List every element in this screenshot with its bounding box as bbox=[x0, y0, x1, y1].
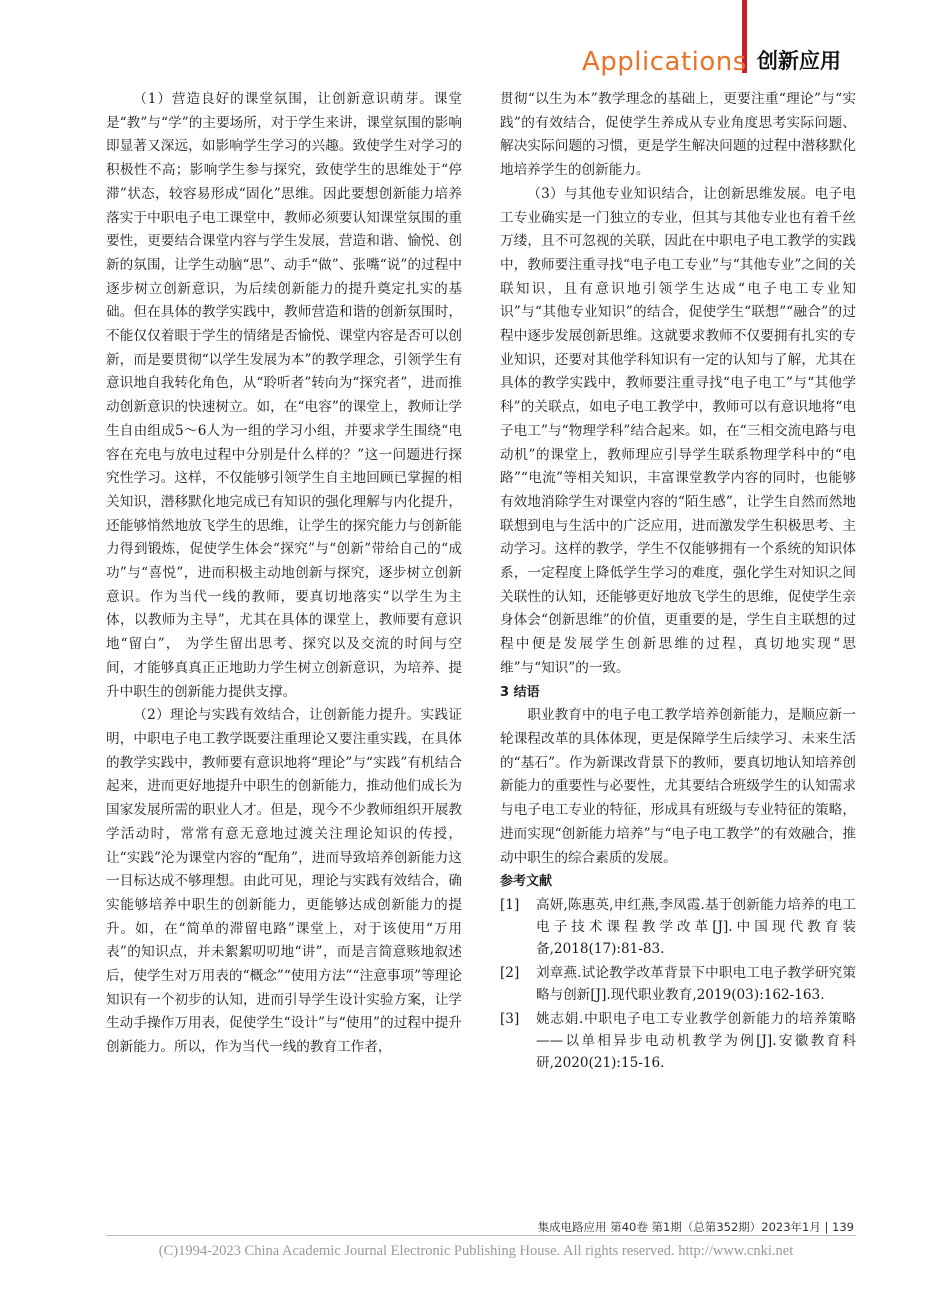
reference-text: 姚志娟.中职电子电工专业教学创新能力的培养策略——以单相异步电动机教学为例[J].安徽教育科研,2020(21):15-16. bbox=[536, 1010, 856, 1071]
section-label-en: Applications bbox=[582, 47, 747, 77]
reference-number: [1] bbox=[500, 896, 520, 913]
reference-number: [2] bbox=[500, 964, 520, 981]
section-label-cn: 创新应用 bbox=[757, 49, 841, 73]
paragraph-other-disciplines: （3）与其他专业知识结合，让创新思维发展。电子电工专业确实是一门独立的专业，但其与其他专业也有着千丝万缕，且不可忽视的关联，因此在中职电子电工教学的实践中，教师要注重寻找“电子电工专业”与“其他专业”之间的关联知识，且有意识地引领学生达成“电子电工专业知识”与“其他专业知识”的结合，促使学生“联想”“融合”的过程中逐步发展创新思维。这就要求教师不仅要拥有扎实的专业知识，还要对其他学科知识有一定的认知与了解，尤其在具体的教学实践中，教师要注重寻找“电子电工”与“其他学科”的关联点，如电子电工教学中，教师可以有意识地将“电子电工”与“物理学科”结合起来。如，在“三相交流电路与电动机”的课堂上，教师理应引导学生联系物理学科中的“电路”“电流”等相关知识，丰富课堂教学内容的同时，也能够有效地消除学生对课堂内容的“陌生感”，让学生自然而然地联想到电与生活中的广泛应用，进而激发学生积极思考、主动学习。这样的教学，学生不仅能够拥有一个系统的知识体系，一定程度上降低学生学习的难度，强化学生对知识之间关联性的认知，还能够更好地放飞学生的思维，促使学生亲身体会“创新思维”的价值，更重要的是，学生自主联想的过程中便是发展学生创新思维的过程，真切地实现“思维”与“知识”的一致。 bbox=[500, 185, 856, 676]
paragraph-theory-practice: （2）理论与实践有效结合，让创新能力提升。实践证明，中职电子电工教学既要注重理论又要注重实践，在具体的教学实践中，教师要有意识地将“理论”与“实践”有机结合起来，进而更好地提升中职生的创新能力，推动他们成长为国家发展所需的职业人才。但是，现今不少教师组织开展教学活动时，常常有意无意地过渡关注理论知识的传授，让“实践”沦为课堂内容的“配角”，进而导致培养创新能力这一目标达成不够理想。由此可见，理论与实践有效结合，确实能够培养中职生的创新能力，更能够达成创新能力的提升。如，在“简单的滞留电路”课堂上，对于该使用“万用表”的知识点，并未絮絮叨叨地“讲”，而是言简意赅地叙述后，使学生对万用表的“概念”“使用方法”“注意事项”等理论知识有一个初步的认知，进而引导学生设计实验方案，让学生动手操作万用表，促使学生“设计”与“使用”的过程中提升创新能力。所以，作为当代一线的教育工作者， bbox=[106, 707, 462, 1056]
conclusion-heading: 3 结语 bbox=[500, 684, 540, 700]
right-column bbox=[500, 88, 856, 1076]
reference-item bbox=[500, 1008, 856, 1074]
reference-item bbox=[500, 894, 856, 960]
copyright-watermark: (C)1994-2023 China Academic Journal Electronic Publishing House. All rights reserved. http://www.cnki.net bbox=[158, 1243, 794, 1259]
reference-item bbox=[500, 962, 856, 1006]
reference-text: 刘章燕.试论教学改革背景下中职电工电子教学研究策略与创新[J].现代职业教育,2019(03):162-163. bbox=[536, 964, 856, 1003]
footer-divider bbox=[106, 1235, 856, 1236]
paragraph-classroom-atmosphere: （1）营造良好的课堂氛围，让创新意识萌芽。课堂是“教”与“学”的主要场所，对于学生来讲，课堂氛围的影响即显著又深远，如影响学生学习的兴趣。致使学生对学习的积极性不高；影响学生参与探究，致使学生的思维处于“停滞”状态，较容易形成“固化”思维。因此要想创新能力培养落实于中职电子电工课堂中，教师必须要认知课堂氛围的重要性，更要结合课堂内容与学生发展，营造和谐、愉悦、创新的氛围，让学生动脑“思”、动手“做”、张嘴“说”的过程中逐步树立创新意识，为后续创新能力的提升奠定扎实的基础。但在具体的教学实践中，教师营造和谐的创新氛围时，不能仅仅着眼于学生的情绪是否愉悦、课堂内容是否可以创新，而是要贯彻“以学生发展为本”的教学理念，引领学生有意识地自我转化角色，从“聆听者”转向为“探究者”，进而推动创新意识的快速树立。如，在“电容”的课堂上，教师让学生自由组成5～6人为一组的学习小组，并要求学生围绕“电容在充电与放电过程中分别是什么样的？”这一问题进行探究性学习。这样，不仅能够引领学生自主地回顾已掌握的相关知识，潜移默化地完成已有知识的强化理解与内化提升，还能够悄然地放飞学生的思维，让学生的探究能力与创新能力得到锻炼，促使学生体会“探究”与“创新”带给自己的“成功”与“喜悦”，进而积极主动地创新与探究，逐步树立创新意识。作为当代一线的教师，要真切地落实“以学生为主体，以教师为主导”，尤其在具体的课堂上，教师要有意识地“留白”， 为学生留出思考、探究以及交流的时间与空间，才能够真真正正地助力学生树立创新意识，为培养、提升中职生的创新能力提供支撑。 bbox=[106, 91, 462, 700]
references-heading: 参考文献 bbox=[500, 874, 553, 890]
left-column bbox=[106, 88, 462, 1060]
journal-info: 集成电路应用 第40卷 第1期（总第352期）2023年1月 | 139 bbox=[537, 1220, 854, 1234]
paragraph-continued: 贯彻“以生为本”教学理念的基础上，更要注重“理论”与“实践”的有效结合，促使学生养成从专业角度思考实际问题、解决实际问题的习惯，更是学生解决问题的过程中潜移默化地培养学生的创新能力。 bbox=[500, 91, 856, 179]
reference-number: [3] bbox=[500, 1010, 520, 1027]
conclusion-paragraph: 职业教育中的电子电工教学培养创新能力，是顺应新一轮课程改革的具体体现，更是保障学生后续学习、未来生活的“基石”。作为新课改背景下的教师，要真切地认知培养创新能力的重要性与必要性，尤其要结合班级学生的认知需求与电子电工专业的特征，形成具有班级与专业特征的策略，进而实现“创新能力培养”与“电子电工教学”的有效融合，推动中职生的综合素质的发展。 bbox=[500, 707, 856, 866]
reference-text: 高妍,陈惠英,申红燕,李凤霞.基于创新能力培养的电工电子技术课程教学改革[J].中国现代教育装备,2018(17):81-83. bbox=[536, 896, 856, 957]
